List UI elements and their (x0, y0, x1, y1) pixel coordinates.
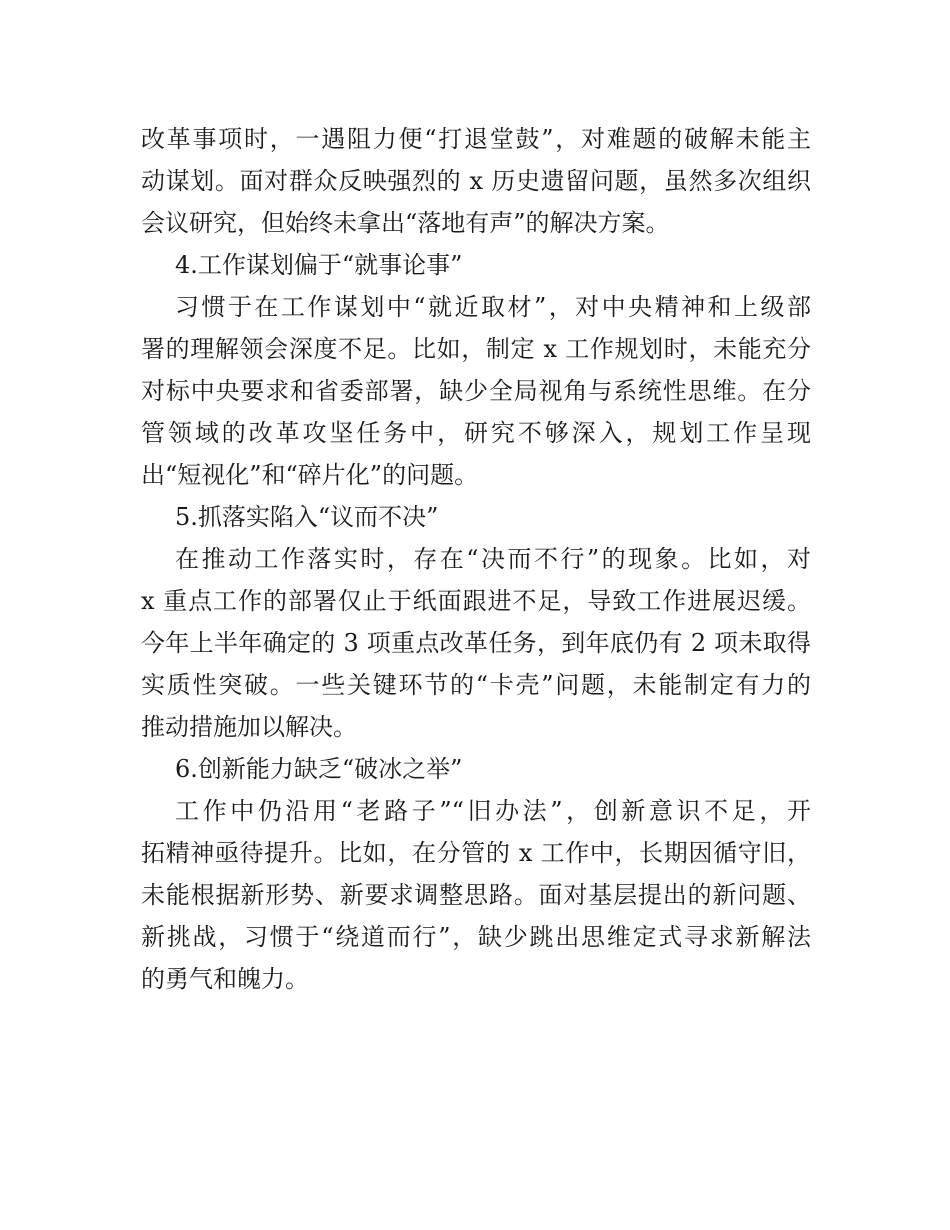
text-line: 推动措施加以解决。 (141, 713, 357, 741)
text-line: 管领域的改革攻坚任务中，研究不够深入，规划工作呈现 (141, 419, 811, 447)
text-line: 在推动工作落实时，存在“决而不行”的现象。比如，对 (175, 545, 811, 573)
paragraph-work-planning (141, 286, 811, 496)
paragraph-innovation (141, 790, 811, 1000)
text-line: 改革事项时，一遇阻力便“打退堂鼓”，对难题的破解未能主 (141, 125, 811, 153)
text-line: x 重点工作的部署仅止于纸面跟进不足，导致工作进展迟缓。 (141, 587, 811, 615)
text-line: 工作中仍沿用“老路子”“旧办法”，创新意识不足，开 (175, 797, 811, 825)
text-line: 今年上半年确定的 3 项重点改革任务，到年底仍有 2 项未取得 (141, 629, 811, 657)
text-line: 未能根据新形势、新要求调整思路。面对基层提出的新问题、 (141, 881, 811, 909)
text-line: 实质性突破。一些关键环节的“卡壳”问题，未能制定有力的 (141, 671, 811, 699)
text-line: 动谋划。面对群众反映强烈的 x 历史遗留问题，虽然多次组织 (141, 167, 811, 195)
text-line: 对标中央要求和省委部署，缺少全局视角与系统性思维。在分 (141, 377, 811, 405)
paragraph-continuation (141, 118, 811, 244)
text-line: 会议研究，但始终未拿出“落地有声”的解决方案。 (141, 209, 670, 237)
text-line: 署的理解领会深度不足。比如，制定 x 工作规划时，未能充分 (141, 335, 811, 363)
section-heading-4: 4.工作谋划偏于“就事论事” (175, 251, 463, 279)
document-page (141, 118, 811, 1000)
text-line: 拓精神亟待提升。比如，在分管的 x 工作中，长期因循守旧， (141, 839, 811, 867)
text-line: 的勇气和魄力。 (141, 965, 309, 993)
text-line: 出“短视化”和“碎片化”的问题。 (141, 461, 479, 489)
text-line: 新挑战，习惯于“绕道而行”，缺少跳出思维定式寻求新解法 (141, 923, 811, 951)
text-line: 习惯于在工作谋划中“就近取材”，对中央精神和上级部 (175, 293, 811, 321)
section-heading-5: 5.抓落实陷入“议而不决” (175, 503, 439, 531)
paragraph-implementation (141, 538, 811, 748)
section-heading-6: 6.创新能力缺乏“破冰之举” (175, 755, 463, 783)
